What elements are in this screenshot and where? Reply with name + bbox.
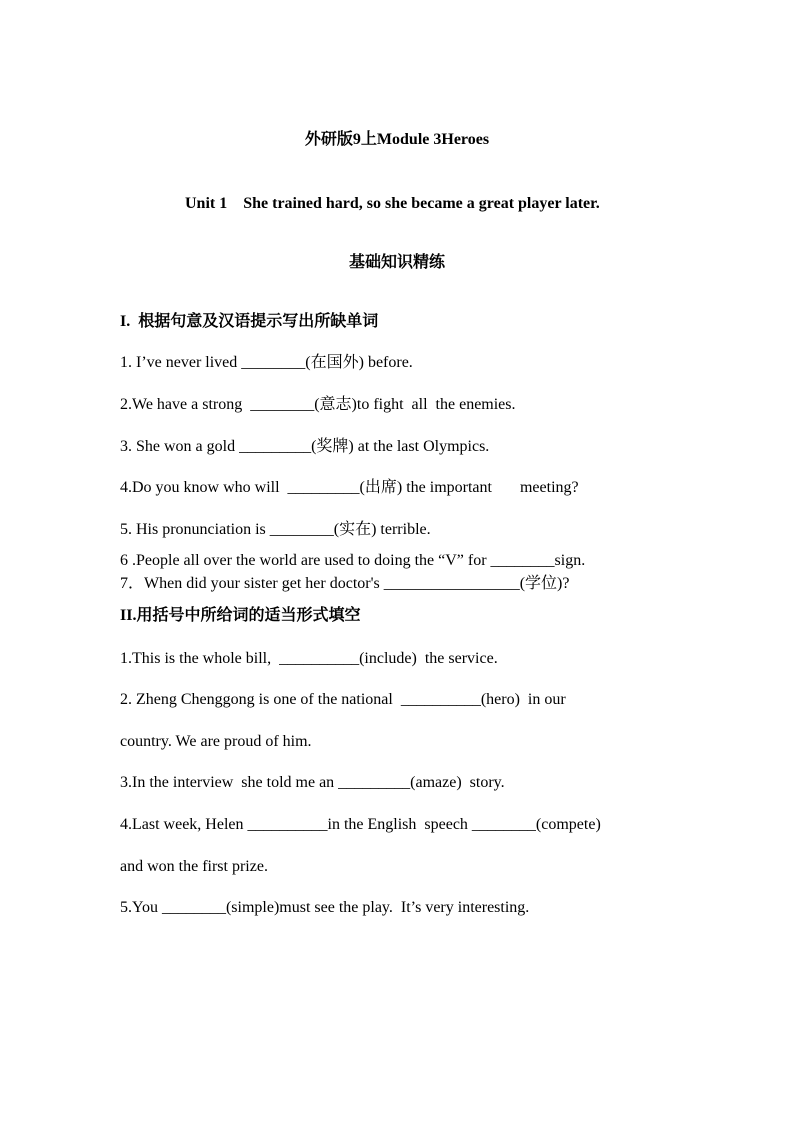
- question-1-3: 3. She won a gold _________(奖牌) at the last Olympics.: [120, 438, 490, 455]
- question-2-2: 2. Zheng Chenggong is one of the national __________(hero) in our: [120, 691, 566, 708]
- question-1-4: 4.Do you know who will _________(出席) the important meeting?: [120, 479, 579, 496]
- document-title: 外研版9上Module 3Heroes: [304, 131, 490, 148]
- question-1-2: 2.We have a strong ________(意志)to fight all the enemies.: [120, 396, 516, 413]
- question-2-4: 4.Last week, Helen __________in the English speech ________(compete): [120, 816, 601, 833]
- question-2-4-continued: and won the first prize.: [120, 858, 268, 875]
- question-1-6: 6 .People all over the world are used to doing the “V” for ________sign.: [120, 552, 586, 569]
- question-2-3: 3.In the interview she told me an _________(amaze) story.: [120, 774, 505, 791]
- section-subtitle: 基础知识精练: [348, 254, 445, 271]
- question-1-1: 1. I’ve never lived ________(在国外) before.: [120, 354, 413, 371]
- question-1-5: 5. His pronunciation is ________(实在) terrible.: [120, 521, 431, 538]
- question-2-2-continued: country. We are proud of him.: [120, 733, 312, 750]
- question-2-1: 1.This is the whole bill, __________(include) the service.: [120, 650, 498, 667]
- section-2-heading: II.用括号中所给词的适当形式填空: [120, 607, 361, 624]
- unit-heading: Unit 1 She trained hard, so she became a great player later.: [185, 195, 600, 212]
- question-1-7: 7．When did your sister get her doctor's _________________(学位)?: [120, 575, 570, 592]
- question-2-5: 5.You ________(simple)must see the play. It’s very interesting.: [120, 899, 530, 916]
- section-1-heading: I. 根据句意及汉语提示写出所缺单词: [120, 313, 379, 330]
